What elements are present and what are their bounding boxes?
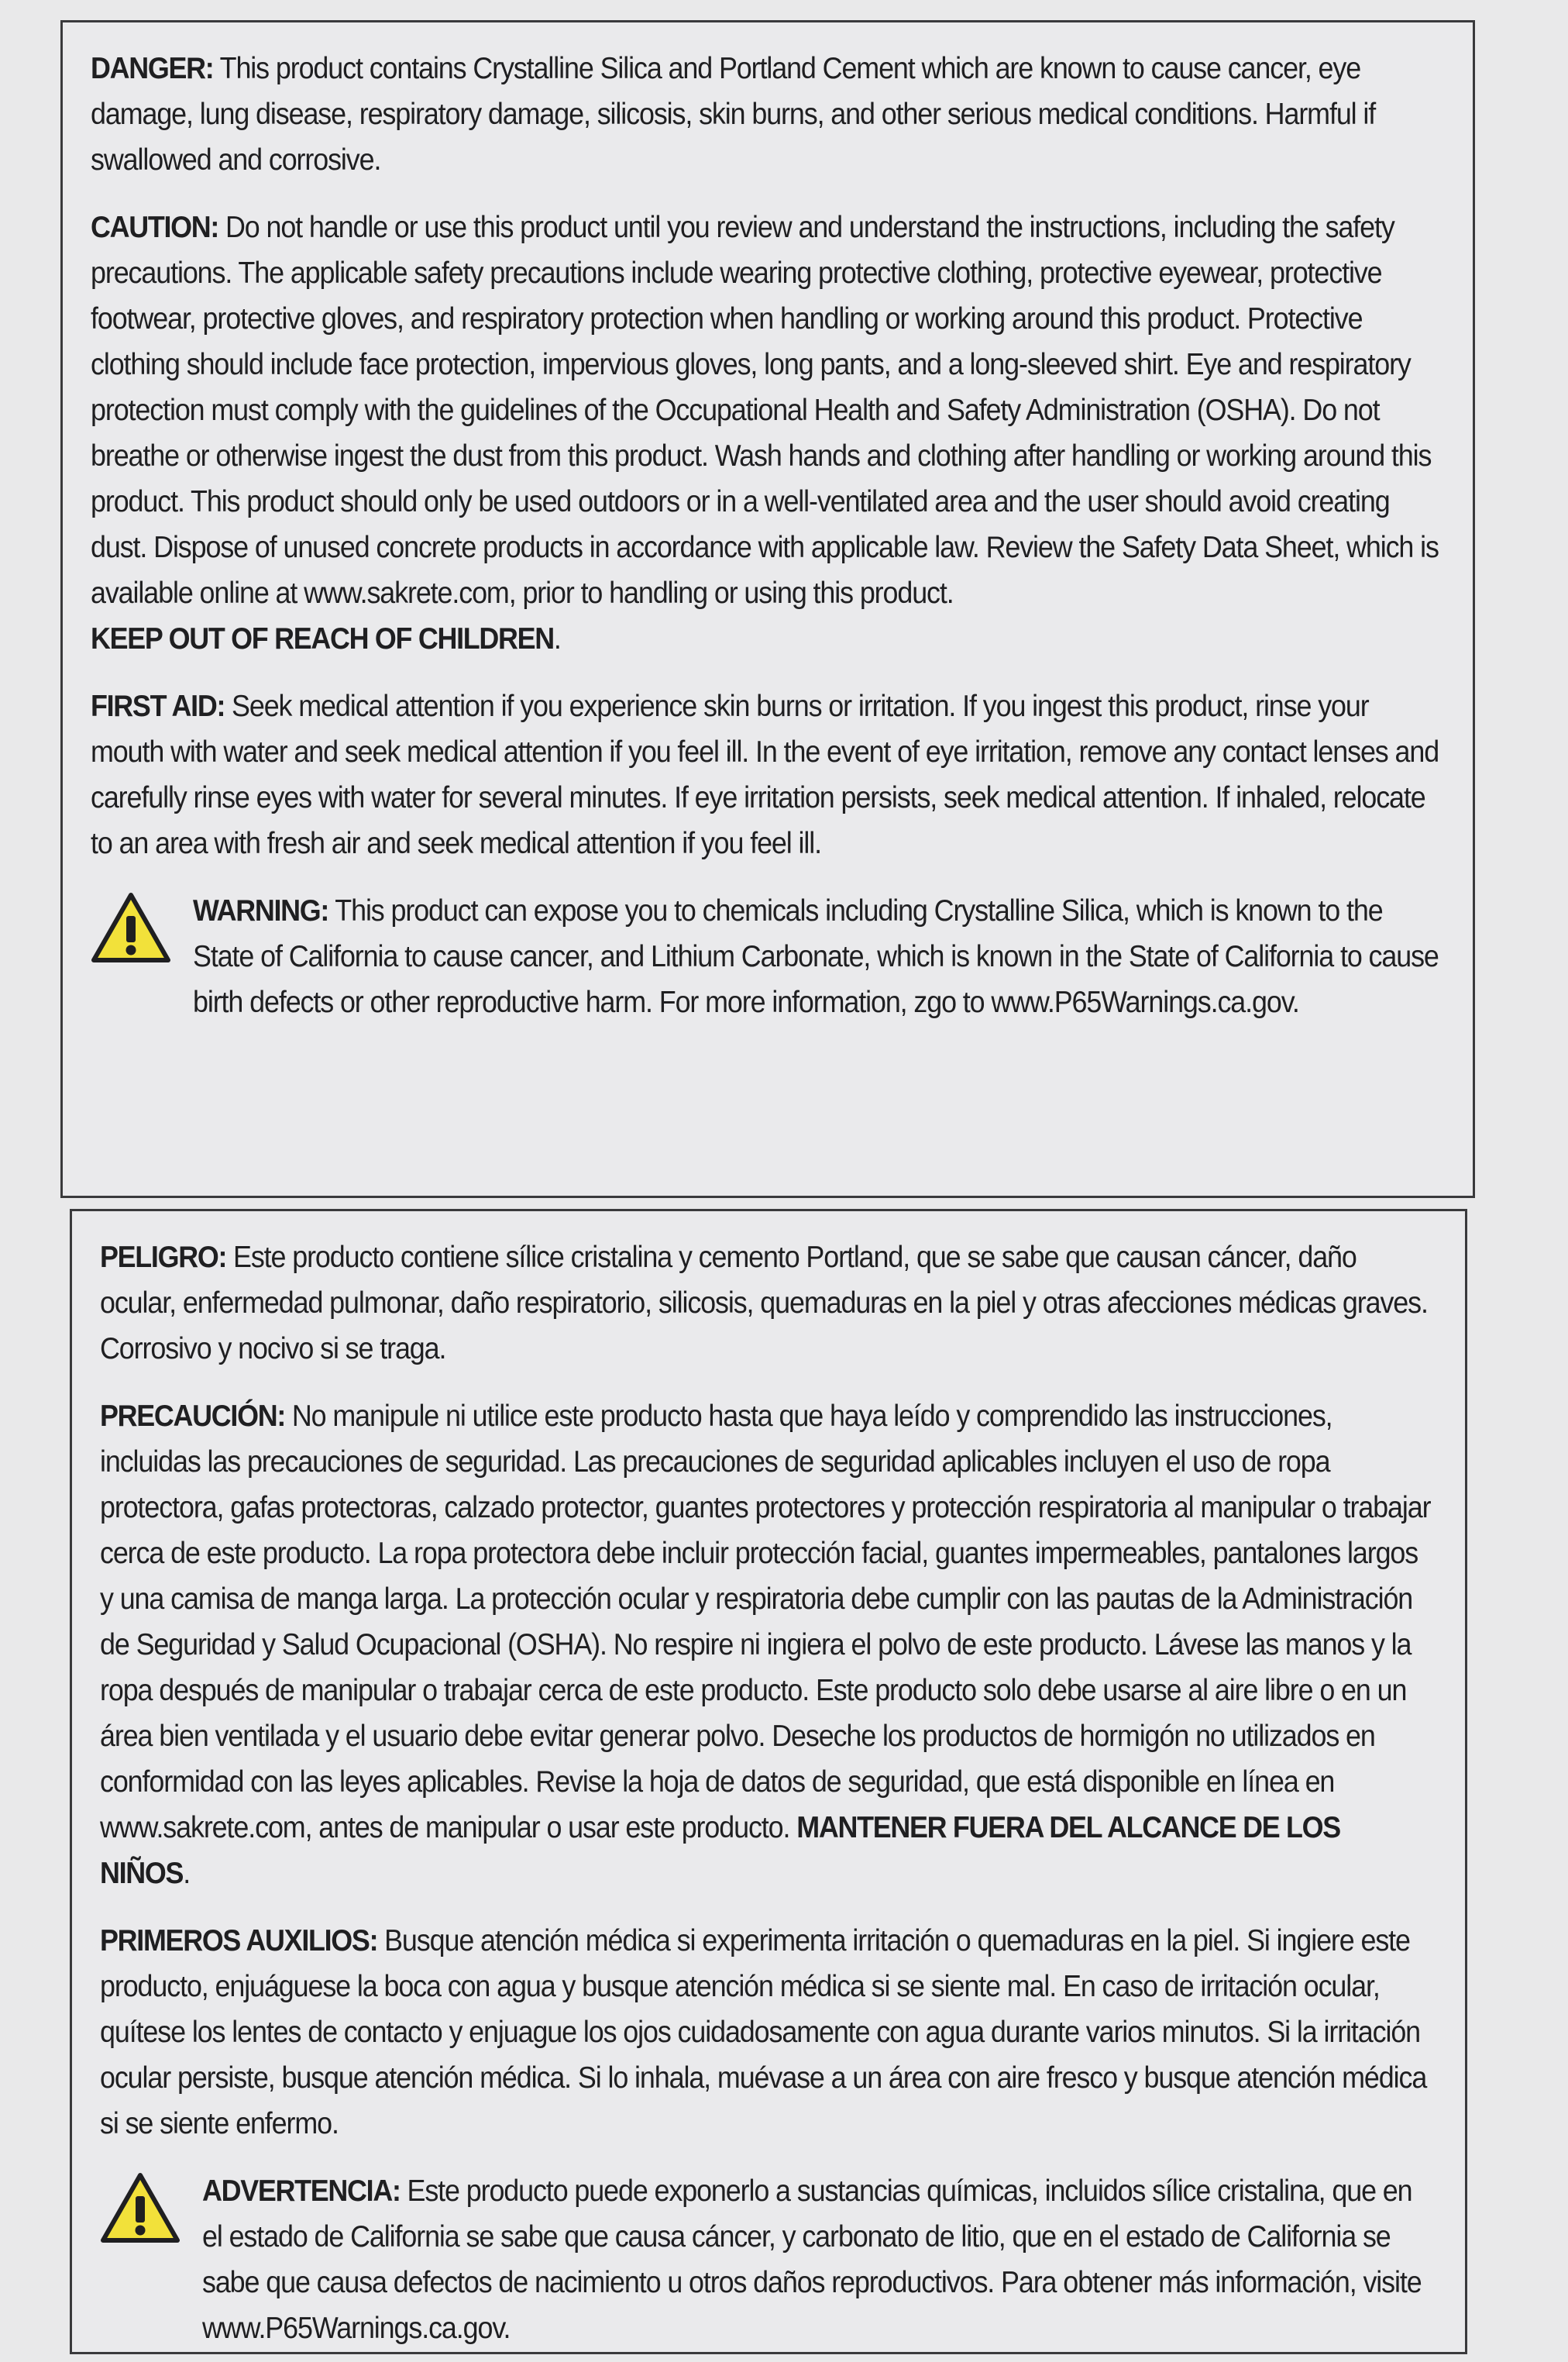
mantener-fuera-notice: MANTENER FUERA DEL ALCANCE DE LOS NIÑOS: [100, 1811, 1340, 1890]
danger-label: DANGER:: [91, 52, 214, 85]
warning-paragraph: [193, 888, 1444, 1025]
first-aid-text: Seek medical attention if you experience skin burns or irritation. If you ingest this product, rinse your mouth with water and seek medical attention if you feel ill. In the event of eye irritation, remove any contact lenses and carefully rinse eyes with water for several minutes. If eye irritation persists, seek medical attention. If inhaled, relocate to an area with fresh air and seek medical attention if you feel ill.: [91, 690, 1439, 860]
precaucion-paragraph: [100, 1393, 1436, 1896]
warning-label: WARNING:: [193, 894, 329, 928]
advertencia-label: ADVERTENCIA:: [202, 2174, 401, 2208]
caution-label: CAUTION:: [91, 211, 219, 244]
keep-out-period: .: [553, 622, 561, 656]
peligro-label: PELIGRO:: [100, 1241, 227, 1274]
spanish-warning-panel: [70, 1209, 1467, 2354]
warning-text: This product can expose you to chemicals including Crystalline Silica, which is known to the State of California to cause cancer, and Lithium Carbonate, which is known in the State of California to cause birth defects or other reproductive harm. For more information, zgo to www.P65Warnings.ca.gov.: [193, 894, 1439, 1019]
warning-triangle-icon: [91, 891, 171, 964]
peligro-paragraph: [100, 1234, 1436, 1372]
prop65-warning-row: [91, 888, 1445, 1025]
caution-text: Do not handle or use this product until you review and understand the instructions, including the safety precautions. The applicable safety precautions include wearing protective clothing, protective eyewear, protective footwear, protective gloves, and respiratory protection when handling or working around this product. Protective clothing should include face protection, impervious gloves, long pants, and a long-sleeved shirt. Eye and respiratory protection must comply with the guidelines of the Occupational Health and Safety Administration (OSHA). Do not breathe or otherwise ingest the dust from this product. Wash hands and clothing after handling or working around this product. This product should only be used outdoors or in a well-ventilated area and the user should avoid creating dust. Dispose of unused concrete products in accordance with applicable law. Review the Safety Data Sheet, which is available online at www.sakrete.com, prior to handling or using this product.: [91, 211, 1439, 610]
english-warning-panel: [60, 20, 1475, 1198]
advertencia-text: Este producto puede exponerlo a sustancias químicas, incluidos sílice cristalina, que en el estado de California se sabe que causa cáncer, y carbonato de litio, que en el estado de California se sabe que causa defectos de nacimiento u otros daños reproductivos. Para obtener más información, visite www.P65Warnings.ca.gov.: [202, 2174, 1422, 2345]
precaucion-label: PRECAUCIÓN:: [100, 1400, 285, 1433]
precaucion-text: No manipule ni utilice este producto hasta que haya leído y comprendido las instrucciones, incluidas las precauciones de seguridad. Las precauciones de seguridad aplicables incluyen el uso de ropa protectora, gafas protectoras, calzado protector, guantes protectores y protección respiratoria al manipular o trabajar cerca de este producto. La ropa protectora debe incluir protección facial, guantes impermeables, pantalones largos y una camisa de manga larga. La protección ocular y respiratoria debe cumplir con las pautas de la Administración de Seguridad y Salud Ocupacional (OSHA). No respire ni ingiera el polvo de este producto. Lávese las manos y la ropa después de manipular o trabajar cerca de este producto. Este producto solo debe usarse al aire libre o en un área bien ventilada y el usuario debe evitar generar polvo. Deseche los productos de hormigón no utilizados en conformidad con las leyes aplicables. Revise la hoja de datos de seguridad, que está disponible en línea en www.sakrete.com, antes de manipular o usar este producto.: [100, 1400, 1431, 1844]
peligro-text: Este producto contiene sílice cristalina y cemento Portland, que se sabe que causan cáncer, daño ocular, enfermedad pulmonar, daño respiratorio, silicosis, quemaduras en la piel y otras afecciones médicas graves. Corrosivo y nocivo si se traga.: [100, 1241, 1428, 1365]
primeros-auxilios-text: Busque atención médica si experimenta irritación o quemaduras en la piel. Si ingiere este producto, enjuáguese la boca con agua y busque atención médica si se siente mal. En caso de irritación ocular, quítese los lentes de contacto y enjuague los ojos cuidadosamente con agua durante varios minutos. Si la irritación ocular persiste, busque atención médica. Si lo inhala, muévase a un área con aire fresco y busque atención médica si se siente enfermo.: [100, 1924, 1427, 2140]
primeros-auxilios-paragraph: [100, 1918, 1436, 2147]
keep-out-of-reach-notice: KEEP OUT OF REACH OF CHILDREN: [91, 622, 554, 656]
danger-text: This product contains Crystalline Silica and Portland Cement which are known to cause cancer, eye damage, lung disease, respiratory damage, silicosis, skin burns, and other serious medical conditions. Harmful if swallowed and corrosive.: [91, 52, 1376, 177]
caution-paragraph: [91, 205, 1443, 662]
danger-paragraph: [91, 46, 1443, 183]
mantener-fuera-period: .: [183, 1857, 191, 1890]
first-aid-paragraph: [91, 683, 1443, 866]
first-aid-label: FIRST AID:: [91, 690, 225, 723]
advertencia-row: [100, 2168, 1437, 2351]
warning-triangle-icon: [100, 2171, 181, 2244]
primeros-auxilios-label: PRIMEROS AUXILIOS:: [100, 1924, 378, 1957]
advertencia-paragraph: [202, 2168, 1436, 2351]
